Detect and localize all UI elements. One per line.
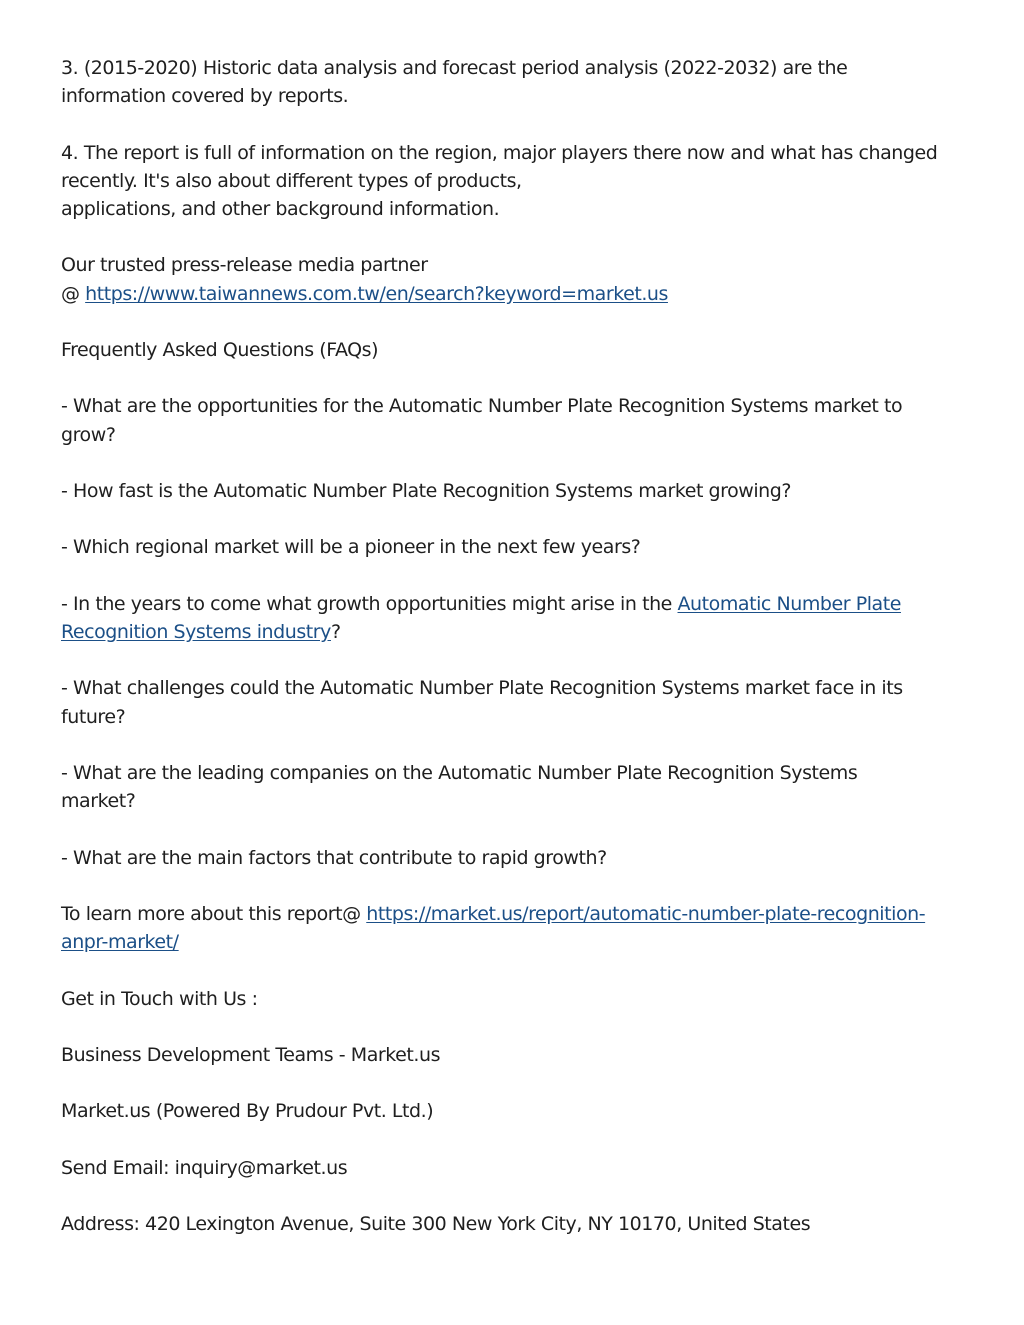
taiwannews-link[interactable]: https://www.taiwannews.com.tw/en/search?keyword=market.us bbox=[85, 282, 668, 305]
faq-question-5-line-2: future? bbox=[61, 705, 126, 728]
faq-question-2: - How fast is the Automatic Number Plate Recognition Systems market growing? bbox=[61, 479, 792, 502]
media-partner-label: Our trusted press-release media partner bbox=[61, 254, 428, 277]
faq-question-1-line-1: - What are the opportunities for the Automatic Number Plate Recognition Systems market to bbox=[61, 395, 903, 418]
faq-question-4-line-1 bbox=[61, 590, 966, 618]
document-page bbox=[61, 54, 966, 1266]
learn-more-line-2 bbox=[61, 928, 966, 956]
point-4-line-1: 4. The report is full of information on the region, major players there now and what has changed bbox=[61, 141, 938, 164]
point-3-line-1: 3. (2015-2020) Historic data analysis and forecast period analysis (2022-2032) are the bbox=[61, 57, 848, 79]
faq-question-5 bbox=[61, 674, 966, 730]
faq-question-6 bbox=[61, 759, 966, 815]
faq-question-3: - Which regional market will be a pioneer in the next few years? bbox=[61, 536, 641, 559]
faq-question-5-line-1: - What challenges could the Automatic Number Plate Recognition Systems market face in its bbox=[61, 677, 903, 700]
faq-question-1 bbox=[61, 392, 966, 448]
faq-heading: Frequently Asked Questions (FAQs) bbox=[61, 338, 379, 361]
media-partner-link-line bbox=[61, 280, 966, 308]
report-link-part-1[interactable]: https://market.us/report/automatic-number-plate-recognition- bbox=[366, 902, 926, 925]
contact-email: Send Email: inquiry@market.us bbox=[61, 1156, 348, 1179]
media-partner-paragraph bbox=[61, 251, 966, 307]
faq-question-6-line-1: - What are the leading companies on the Automatic Number Plate Recognition Systems bbox=[61, 761, 858, 784]
faq-question-4-line-2 bbox=[61, 618, 966, 646]
faq-question-7: - What are the main factors that contribute to rapid growth? bbox=[61, 846, 607, 869]
faq-question-4-suffix: ? bbox=[330, 620, 341, 643]
point-4-paragraph bbox=[61, 139, 966, 224]
faq-question-4-prefix: - In the years to come what growth opportunities might arise in the bbox=[61, 592, 678, 615]
contact-company: Market.us (Powered By Prudour Pvt. Ltd.) bbox=[61, 1100, 434, 1123]
anpr-industry-link-part-1[interactable]: Automatic Number Plate bbox=[677, 592, 901, 615]
contact-heading: Get in Touch with Us : bbox=[61, 987, 258, 1010]
point-4-line-3: applications, and other background information. bbox=[61, 198, 500, 220]
point-3-line-2: information covered by reports. bbox=[61, 85, 349, 108]
anpr-industry-link-part-2[interactable]: Recognition Systems industry bbox=[61, 620, 331, 643]
faq-question-6-line-2: market? bbox=[61, 790, 136, 813]
learn-more-prefix: To learn more about this report@ bbox=[61, 902, 367, 925]
faq-question-4 bbox=[61, 590, 966, 646]
report-link-part-2[interactable]: anpr-market/ bbox=[61, 931, 179, 954]
point-4-line-2: recently. It's also about different types of products, bbox=[61, 169, 522, 192]
point-3-paragraph bbox=[61, 54, 966, 110]
contact-team: Business Development Teams - Market.us bbox=[61, 1043, 441, 1066]
learn-more-line-1 bbox=[61, 900, 966, 928]
faq-question-1-line-2: grow? bbox=[61, 423, 116, 446]
learn-more-paragraph bbox=[61, 900, 966, 956]
at-sign: @ bbox=[61, 282, 86, 305]
contact-address: Address: 420 Lexington Avenue, Suite 300 New York City, NY 10170, United States bbox=[61, 1213, 811, 1236]
